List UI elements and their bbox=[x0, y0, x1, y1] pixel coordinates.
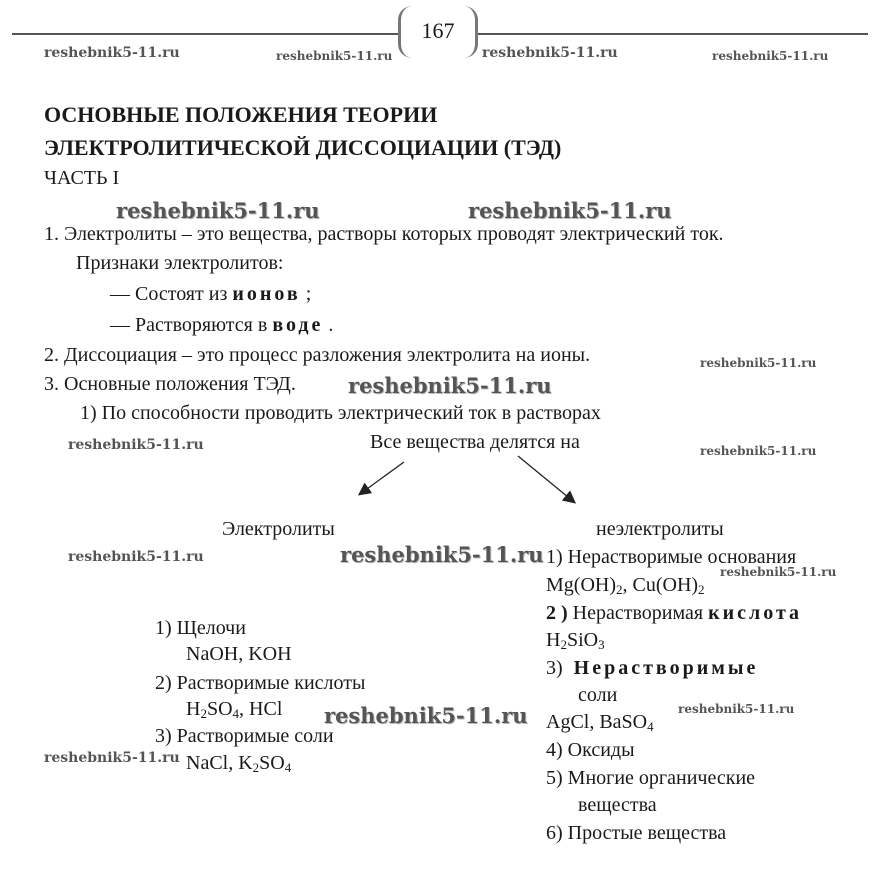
watermark: reshebnik5-11.ru bbox=[44, 45, 180, 61]
watermark: reshebnik5-11.ru bbox=[68, 437, 204, 453]
page-number: 167 bbox=[421, 18, 455, 43]
nonelectrolyte-salts bbox=[546, 656, 758, 680]
acid-word: кислота bbox=[708, 602, 803, 624]
formula-subscript: 2 bbox=[200, 706, 207, 721]
watermark: reshebnik5-11.ru bbox=[68, 549, 204, 565]
formula-subscript: 4 bbox=[647, 719, 654, 734]
formula-part: , HCl bbox=[239, 698, 283, 720]
nonelectrolyte-bases: 1) Нерастворимые основания bbox=[546, 546, 797, 568]
sign-water-suffix: . bbox=[328, 314, 334, 336]
diagram-root: Все вещества делятся на bbox=[370, 431, 580, 453]
nonelectrolyte-acid bbox=[546, 601, 802, 625]
salts-word: Нерастворимые bbox=[573, 657, 759, 679]
acid-text: Нерастворимая bbox=[572, 602, 704, 624]
nonelectrolyte-organic: 5) Многие органические bbox=[546, 767, 756, 789]
sign-ions-word: ионов bbox=[232, 283, 301, 305]
acid-number: 2 ) bbox=[546, 602, 568, 624]
sign-water-prefix: — Растворяются в bbox=[110, 314, 268, 336]
salts-number: 3) bbox=[546, 657, 563, 679]
nonelectrolyte-simple: 6) Простые вещества bbox=[546, 822, 727, 844]
page-title-line2: ЭЛЕКТРОЛИТИЧЕСКОЙ ДИССОЦИАЦИИ (ТЭД) bbox=[44, 135, 562, 160]
formula-part: SiO bbox=[566, 629, 599, 651]
formula-part: SO bbox=[206, 698, 233, 720]
part-label: ЧАСТЬ I bbox=[44, 167, 120, 189]
electrolyte-acids-formula bbox=[186, 697, 282, 721]
sign-water-word: воде bbox=[272, 314, 324, 336]
sign-ions bbox=[110, 282, 311, 306]
formula-subscript: 3 bbox=[598, 637, 605, 652]
sign-ions-prefix: — Состоят из bbox=[110, 283, 228, 305]
formula-part: AgCl, BaSO bbox=[546, 711, 648, 733]
watermark: reshebnik5-11.ru bbox=[276, 49, 393, 63]
electrolyte-alkalis-formula: NaOH, KOH bbox=[186, 643, 292, 665]
watermark: reshebnik5-11.ru bbox=[348, 373, 552, 398]
formula-subscript: 2 bbox=[252, 760, 260, 775]
watermark: reshebnik5-11.ru bbox=[340, 542, 544, 567]
electrolyte-acids: 2) Растворимые кислоты bbox=[155, 672, 366, 694]
header-rule-left bbox=[12, 33, 400, 35]
electrolyte-salts-formula bbox=[186, 751, 291, 775]
arrow-to-nonelectrolytes bbox=[518, 456, 574, 502]
formula-part: H bbox=[186, 698, 201, 720]
formula-part: H bbox=[546, 629, 561, 651]
electrolytes-label: Электролиты bbox=[222, 518, 335, 540]
formula-part: NaCl, K bbox=[186, 752, 253, 774]
watermark: reshebnik5-11.ru bbox=[468, 198, 672, 223]
nonelectrolyte-salts-formula bbox=[546, 710, 654, 734]
watermark: reshebnik5-11.ru bbox=[712, 49, 829, 63]
watermark: reshebnik5-11.ru bbox=[700, 444, 817, 458]
nonelectrolyte-acid-formula bbox=[546, 628, 605, 652]
formula-subscript: 2 bbox=[616, 582, 623, 597]
nonelectrolyte-organic-cont: вещества bbox=[578, 794, 657, 816]
item-electrolytes-definition: 1. Электролиты – это вещества, растворы которых проводят электрический ток. bbox=[44, 223, 724, 245]
page-number-box bbox=[398, 6, 478, 58]
header-rule-right bbox=[476, 33, 868, 35]
nonelectrolytes-label: неэлектролиты bbox=[596, 518, 724, 540]
nonelectrolyte-bases-formula bbox=[546, 573, 705, 597]
sign-water bbox=[110, 313, 333, 337]
nonelectrolyte-oxides: 4) Оксиды bbox=[546, 739, 635, 761]
arrow-to-electrolytes bbox=[360, 462, 404, 494]
formula-subscript: 4 bbox=[232, 706, 240, 721]
watermark: reshebnik5-11.ru bbox=[700, 356, 817, 370]
page-title-line1: ОСНОВНЫЕ ПОЛОЖЕНИЯ ТЕОРИИ bbox=[44, 102, 438, 127]
formula-subscript: 2 bbox=[560, 637, 567, 652]
item-dissociation-definition: 2. Диссоциация – это процесс разложения электролита на ионы. bbox=[44, 344, 591, 366]
electrolyte-alkalis: 1) Щелочи bbox=[155, 617, 246, 639]
item-ted-provisions: 3. Основные положения ТЭД. bbox=[44, 373, 296, 395]
watermark: reshebnik5-11.ru bbox=[482, 45, 618, 61]
watermark: reshebnik5-11.ru bbox=[324, 703, 528, 728]
formula-subscript: 4 bbox=[284, 760, 292, 775]
nonelectrolyte-salts-cont: соли bbox=[578, 684, 618, 706]
watermark: reshebnik5-11.ru bbox=[678, 702, 795, 716]
formula-subscript: 2 bbox=[698, 582, 705, 597]
formula-part: Mg(OH) bbox=[546, 574, 616, 596]
subitem-conductivity: 1) По способности проводить электрический ток в растворах bbox=[80, 402, 601, 424]
watermark: reshebnik5-11.ru bbox=[116, 198, 320, 223]
signs-label: Признаки электролитов: bbox=[76, 252, 284, 274]
watermark: reshebnik5-11.ru bbox=[44, 750, 180, 766]
formula-part: , Cu(OH) bbox=[622, 574, 699, 596]
sign-ions-suffix: ; bbox=[305, 283, 312, 305]
formula-part: SO bbox=[259, 752, 285, 774]
electrolyte-salts: 3) Растворимые соли bbox=[155, 725, 334, 747]
watermark: reshebnik5-11.ru bbox=[720, 565, 837, 579]
